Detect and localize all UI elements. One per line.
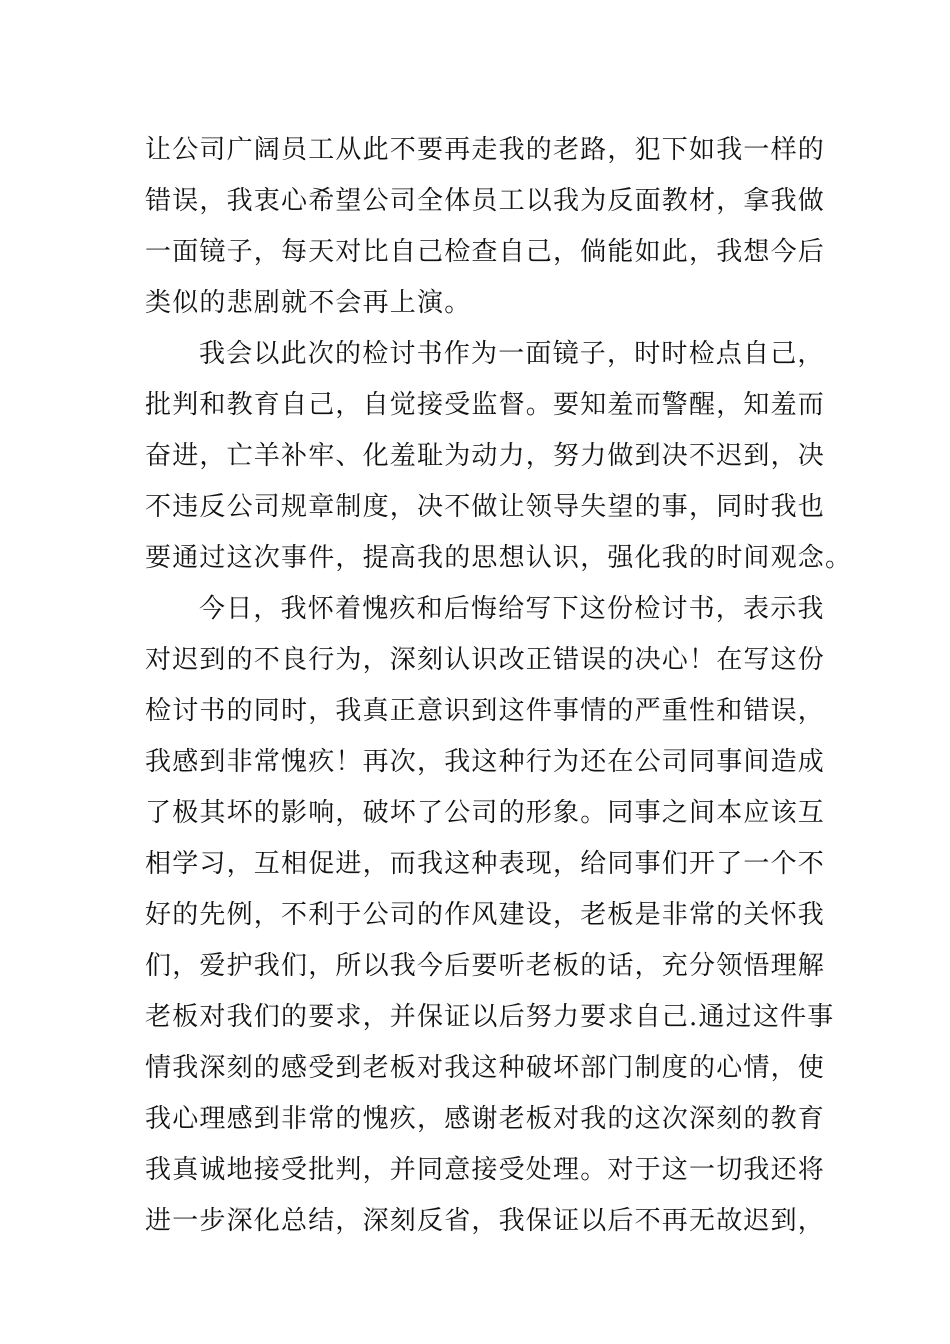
text-line: 老板对我们的要求，并保证以后努力要求自己.通过这件事 [145,1002,835,1032]
text-line: 不违反公司规章制度，决不做让领导失望的事，同时我也 [145,492,826,522]
text-line: 我心理感到非常的愧疚，感谢老板对我的这次深刻的教育 [145,1104,826,1134]
text-line: 了极其坏的影响，破坏了公司的形象。同事之间本应该互 [145,798,826,828]
paragraph-first-line: 今日，我怀着愧疚和后悔给写下这份检讨书，表示我 [199,594,825,624]
text-line: 批判和教育自己，自觉接受监督。要知羞而警醒，知羞而 [145,390,826,420]
text-line: 进一步深化总结，深刻反省，我保证以后不再无故迟到， [145,1206,826,1236]
text-line: 们，爱护我们，所以我今后要听老板的话，充分领悟理解 [145,951,826,981]
text-line: 奋进，亡羊补牢、化羞耻为动力，努力做到决不迟到，决 [145,441,826,471]
document-body [145,125,853,1247]
text-line: 对迟到的不良行为，深刻认识改正错误的决心！在写这份 [145,645,826,675]
text-line: 我感到非常愧疚！再次，我这种行为还在公司同事间造成 [145,747,826,777]
text-line: 情我深刻的感受到老板对我这种破坏部门制度的心情，使 [145,1053,826,1083]
text-line: 错误，我衷心希望公司全体员工以我为反面教材，拿我做 [145,186,826,216]
text-line: 好的先例，不利于公司的作风建设，老板是非常的关怀我 [145,900,826,930]
text-line: 相学习，互相促进，而我这种表现，给同事们开了一个不 [145,849,826,879]
text-line: 一面镜子，每天对比自己检查自己，倘能如此，我想今后 [145,237,826,267]
text-line: 类似的悲剧就不会再上演。 [145,288,472,318]
text-line: 让公司广阔员工从此不要再走我的老路，犯下如我一样的 [145,135,826,165]
paragraph-first-line: 我会以此次的检讨书作为一面镜子，时时检点自己， [199,339,825,369]
text-line: 我真诚地接受批判，并同意接受处理。对于这一切我还将 [145,1155,826,1185]
text-line: 要通过这次事件，提高我的思想认识，强化我的时间观念。 [145,543,853,573]
text-line: 检讨书的同时，我真正意识到这件事情的严重性和错误， [145,696,826,726]
